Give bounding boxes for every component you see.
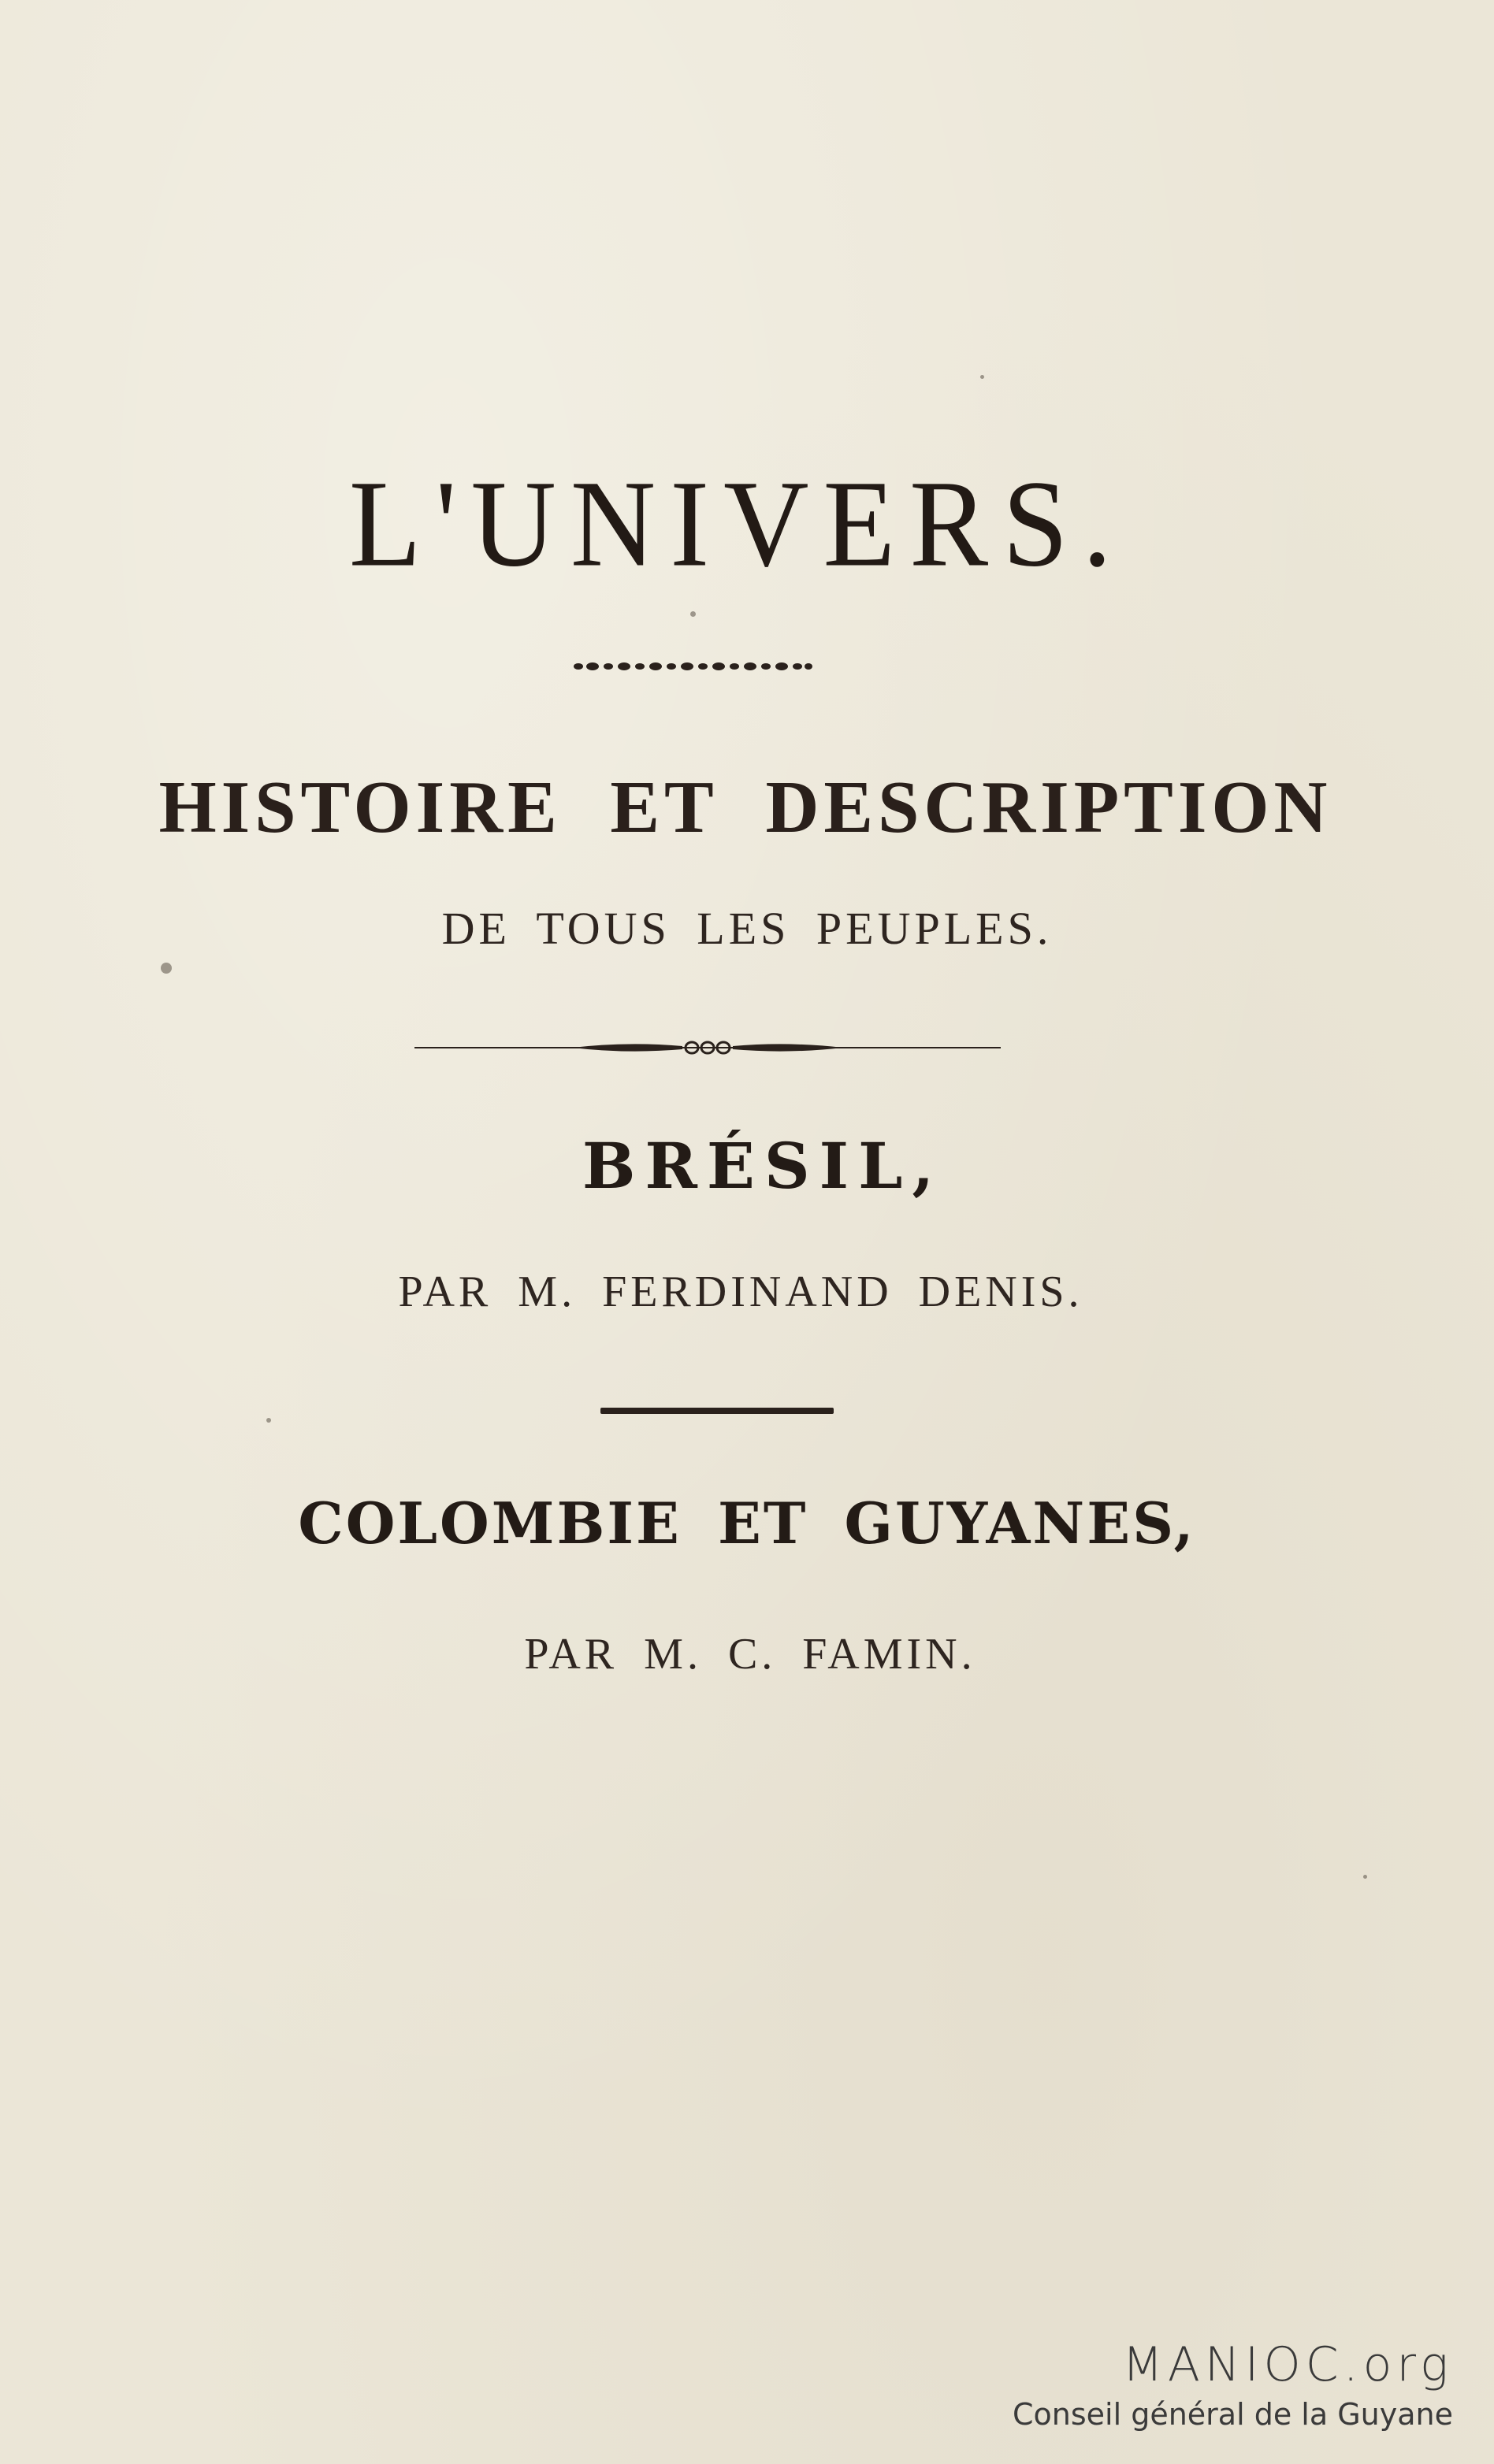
watermark	[949, 2337, 1453, 2432]
section-title-bresil: BRÉSIL,	[582, 1129, 944, 1203]
watermark-subtitle: Conseil général de la Guyane	[1012, 2397, 1453, 2432]
paper-speck	[161, 963, 172, 974]
plain-rule	[600, 1408, 834, 1414]
section-title-colombie: COLOMBIE ET GUYANES,	[298, 1490, 1196, 1557]
paper-speck	[690, 611, 696, 617]
paper-speck	[980, 375, 984, 379]
subtitle-heading: HISTOIRE ET DESCRIPTION	[158, 766, 1332, 848]
author-line-bresil: PAR M. FERDINAND DENIS.	[398, 1267, 1083, 1316]
paper-speck	[1363, 1875, 1367, 1879]
dot-ornament	[574, 659, 813, 674]
ornamental-rule	[414, 1038, 1001, 1057]
author-line-colombie: PAR M. C. FAMIN.	[524, 1630, 976, 1679]
subtitle-line: DE TOUS LES PEUPLES.	[441, 903, 1053, 954]
page-title: L'UNIVERS.	[348, 455, 1127, 593]
watermark-logo: MANIOC.org	[1122, 2337, 1453, 2392]
paper-speck	[266, 1418, 271, 1423]
